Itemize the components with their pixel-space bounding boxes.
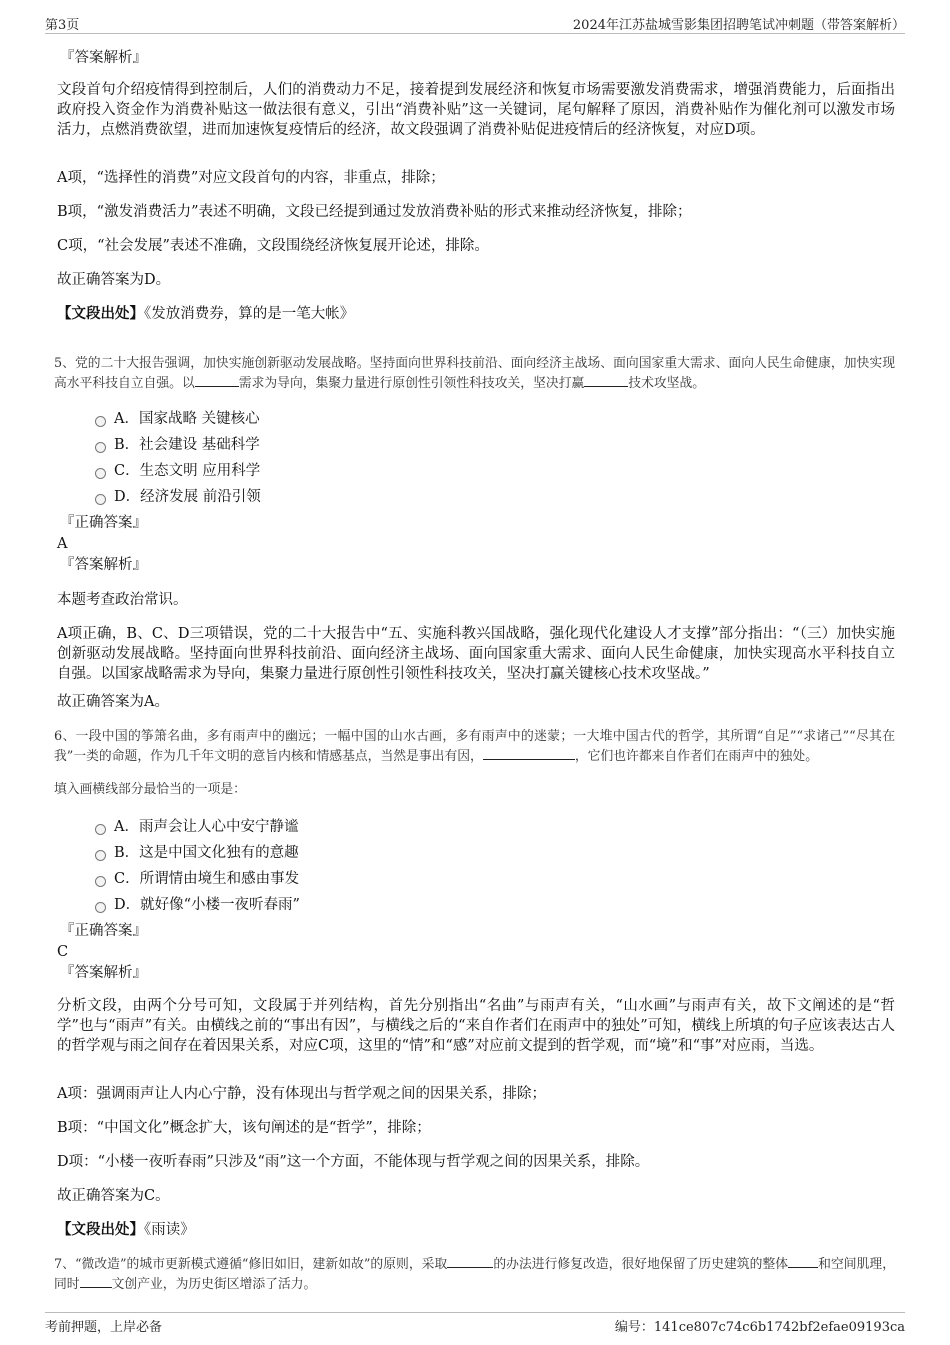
q5-option-d[interactable]: D．经济发展 前沿引领 bbox=[95, 484, 261, 510]
q6-analysis-p1: 分析文段，由两个分号可知，文段属于并列结构，首先分别指出“名曲”与雨声有关，“山水画”与雨声有关，故下文阐述的是“哲学”也与“雨声”有关。由横线之前的“事出有因”，与横线之后的“来自作者们在雨声中的独处”可知，横线上所填的句子应该表达古人的哲学观与雨之间存在着因果关系，对应C项，这里的“情”和“感”对应前文提到的哲学观，而“境”和“事”对应雨，当选。 bbox=[57, 998, 895, 1054]
q5-correct-answer: A bbox=[57, 536, 68, 552]
q6-source-label: 【文段出处】 bbox=[57, 1221, 144, 1238]
q7-text-a: 7、“微改造”的城市更新模式遵循“修旧如旧，建新如故”的原则，采取 bbox=[54, 1257, 448, 1272]
q6-correct-answer: C bbox=[57, 944, 69, 960]
q5-analysis-p2: A项正确，B、C、D三项错误，党的二十大报告中“五、实施科教兴国战略，强化现代化建设人才支撑”部分指出：“（三）加快实施创新驱动发展战略。坚持面向世界科技前沿、面向经济主战场、面向国家重大需求、面向人民生命健康，加快实现高水平科技自立自强。以国家战略需求为导向，集聚力量进行原创性引领性科技攻关，坚决打赢关键核心技术攻坚战。” bbox=[57, 626, 895, 682]
radio-icon[interactable] bbox=[95, 876, 106, 887]
q5-text-b: 需求为导向，集聚力量进行原创性引领性科技攻关，坚决打赢 bbox=[238, 376, 585, 391]
radio-icon[interactable] bbox=[95, 824, 106, 835]
q4-analysis-p3: B项，“激发消费活力”表述不明确，文段已经提到通过发放消费补贴的形式来推动经济恢复，排除； bbox=[57, 204, 692, 220]
q4-analysis-p5: 故正确答案为D。 bbox=[57, 272, 171, 288]
q4-analysis-label: 『答案解析』 bbox=[60, 50, 147, 66]
q6-option-c[interactable]: C．所谓情由境生和感由事发 bbox=[95, 866, 300, 892]
page-number: 第3页 bbox=[45, 18, 80, 33]
q4-analysis-p1: 文段首句介绍疫情得到控制后，人们的消费动力不足，接着提到发展经济和恢复市场需要激发消费需求，增强消费能力，后面指出政府投入资金作为消费补贴这一做法很有意义，引出“消费补贴”这一关键词，尾句解释了原因，消费补贴作为催化剂可以激发市场活力，点燃消费欲望，进而加速恢复疫情后的经济，故文段强调了消费补贴促进疫情后的经济恢复，对应D项。 bbox=[57, 82, 895, 138]
radio-icon[interactable] bbox=[95, 902, 106, 913]
q7-blank-1 bbox=[447, 1254, 493, 1268]
q7-question bbox=[54, 1254, 895, 1294]
q7-text-c: 和空间肌理，同时 bbox=[54, 1257, 896, 1292]
q5-options bbox=[95, 406, 261, 510]
q6-analysis-label: 『答案解析』 bbox=[60, 965, 147, 981]
q7-blank-3 bbox=[80, 1274, 112, 1288]
q5-text-c: 技术攻坚战。 bbox=[628, 376, 706, 391]
q5-option-c[interactable]: C．生态文明 应用科学 bbox=[95, 458, 261, 484]
document-id: 编号：141ce807c74c6b1742bf2efae09193ca bbox=[614, 1320, 905, 1335]
q5-question bbox=[54, 354, 895, 393]
q5-analysis-label: 『答案解析』 bbox=[60, 557, 147, 573]
radio-icon[interactable] bbox=[95, 442, 106, 453]
q4-source-title: 《发放消费券，算的是一笔大帐》 bbox=[144, 306, 355, 322]
q5-text-a: 5、党的二十大报告强调，加快实施创新驱动发展战略。坚持面向世界科技前沿、面向经济主战场、面向国家重大需求、面向人民生命健康，加快实现高水平科技自立自强。以 bbox=[54, 356, 895, 391]
q6-question bbox=[54, 727, 895, 766]
q5-analysis-p1: 本题考查政治常识。 bbox=[57, 592, 188, 608]
q6-analysis-p3: B项：“中国文化”概念扩大，该句阐述的是“哲学”，排除； bbox=[57, 1120, 431, 1136]
q7-text-b: 的办法进行修复改造，很好地保留了历史建筑的整体 bbox=[493, 1257, 789, 1272]
q5-option-b[interactable]: B．社会建设 基础科学 bbox=[95, 432, 261, 458]
page-header bbox=[45, 12, 905, 34]
q6-option-d[interactable]: D．就好像“小楼一夜听春雨” bbox=[95, 892, 300, 918]
q5-blank-1 bbox=[195, 373, 239, 387]
q6-prompt: 填入画横线部分最恰当的一项是： bbox=[54, 782, 246, 797]
document-title: 2024年江苏盐城雪影集团招聘笔试冲刺题（带答案解析） bbox=[572, 18, 905, 33]
q6-source-title: 《雨读》 bbox=[144, 1222, 195, 1238]
q5-correct-label: 『正确答案』 bbox=[60, 515, 147, 531]
q7-text-d: 文创产业，为历史街区增添了活力。 bbox=[111, 1277, 317, 1292]
q6-blank bbox=[483, 746, 575, 760]
q6-option-b[interactable]: B．这是中国文化独有的意趣 bbox=[95, 840, 300, 866]
q4-analysis-p4: C项，“社会发展”表述不准确，文段围绕经济恢复展开论述，排除。 bbox=[57, 238, 489, 254]
radio-icon[interactable] bbox=[95, 416, 106, 427]
q4-source-label: 【文段出处】 bbox=[57, 305, 144, 322]
q6-source bbox=[57, 1220, 895, 1240]
q5-analysis-p3: 故正确答案为A。 bbox=[57, 694, 169, 710]
q6-analysis-p4: D项：“小楼一夜听春雨”只涉及“雨”这一个方面，不能体现与哲学观之间的因果关系，排除。 bbox=[57, 1154, 650, 1170]
q5-option-a[interactable]: A．国家战略 关键核心 bbox=[95, 406, 261, 432]
q6-options bbox=[95, 814, 300, 918]
q6-analysis-p2: A项：强调雨声让人内心宁静，没有体现出与哲学观之间的因果关系，排除； bbox=[57, 1086, 546, 1102]
q6-text-b: ，它们也许都来自作者们在雨声中的独处。 bbox=[574, 749, 818, 764]
footer-slogan: 考前押题，上岸必备 bbox=[45, 1320, 163, 1335]
q7-blank-2 bbox=[788, 1254, 818, 1268]
q6-option-a[interactable]: A．雨声会让人心中安宁静谧 bbox=[95, 814, 300, 840]
q6-text-a: 6、一段中国的筝箫名曲，多有雨声中的幽远；一幅中国的山水古画，多有雨声中的迷蒙；一大堆中国古代的哲学，其所谓“自足”“求诸己”“尽其在我”一类的命题，作为几千年文明的意旨内核和情感基点，当然是事出有因， bbox=[54, 729, 895, 764]
radio-icon[interactable] bbox=[95, 468, 106, 479]
radio-icon[interactable] bbox=[95, 494, 106, 505]
q6-correct-label: 『正确答案』 bbox=[60, 923, 147, 939]
q6-analysis-p5: 故正确答案为C。 bbox=[57, 1188, 170, 1204]
page-footer bbox=[45, 1312, 905, 1336]
radio-icon[interactable] bbox=[95, 850, 106, 861]
q4-analysis-p2: A项，“选择性的消费”对应文段首句的内容，非重点，排除； bbox=[57, 170, 445, 186]
q5-blank-2 bbox=[584, 373, 628, 387]
q4-source bbox=[57, 304, 895, 324]
